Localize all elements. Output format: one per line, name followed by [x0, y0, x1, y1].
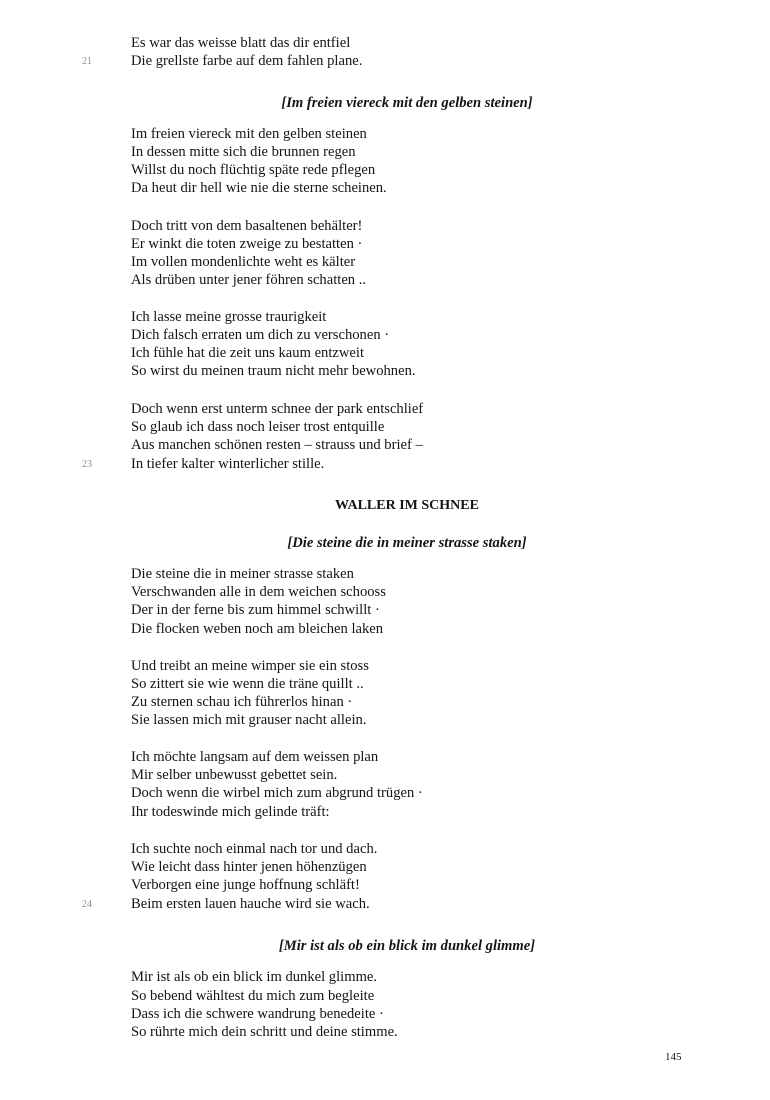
verse-line: So rührte mich dein schritt und deine stimme. — [131, 1024, 398, 1040]
verse-line: Doch wenn die wirbel mich zum abgrund trügen · — [131, 785, 423, 801]
verse-line: Dass ich die schwere wandrung benedeite · — [131, 1006, 384, 1022]
verse-line: Der in der ferne bis zum himmel schwillt · — [131, 602, 380, 618]
verse-line: Dich falsch erraten um dich zu verschonen · — [131, 327, 390, 343]
verse-line: Doch tritt von dem basaltenen behälter! — [131, 218, 363, 234]
verse-line: Die grellste farbe auf dem fahlen plane. — [131, 53, 363, 69]
verse-line: So wirst du meinen traum nicht mehr bewohnen. — [131, 363, 416, 379]
verse-line: Doch wenn erst unterm schnee der park entschlief — [131, 401, 424, 417]
verse-line: Beim ersten lauen hauche wird sie wach. — [131, 896, 370, 912]
verse-line: Er winkt die toten zweige zu bestatten · — [131, 236, 363, 252]
verse-line: Zu sternen schau ich führerlos hinan · — [131, 694, 353, 710]
verse-line: Und treibt an meine wimper sie ein stoss — [131, 658, 369, 674]
section-title: WALLER IM SCHNEE — [335, 498, 479, 513]
verse-line: Mir ist als ob ein blick im dunkel glimme. — [131, 969, 378, 985]
verse-line: Ich fühle hat die zeit uns kaum entzweit — [131, 345, 365, 361]
verse-line: Die steine die in meiner strasse staken — [131, 566, 354, 582]
verse-line: Wie leicht dass hinter jenen höhenzügen — [131, 859, 367, 875]
verse-line: In tiefer kalter winterlicher stille. — [131, 456, 325, 472]
verse-line: Willst du noch flüchtig späte rede pflegen — [131, 162, 376, 178]
verse-line: So bebend wähltest du mich zum begleite — [131, 988, 375, 1004]
verse-line: Im vollen mondenlichte weht es kälter — [131, 254, 356, 270]
verse-line: Im freien viereck mit den gelben steinen — [131, 126, 367, 142]
verse-line: In dessen mitte sich die brunnen regen — [131, 144, 356, 160]
line-number: 23 — [82, 459, 92, 470]
page-number: 145 — [665, 1051, 682, 1063]
verse-line: Verborgen eine junge hoffnung schläft! — [131, 877, 360, 893]
verse-line: Ihr todeswinde mich gelinde träft: — [131, 804, 330, 820]
line-number: 24 — [82, 899, 92, 910]
verse-line: Als drüben unter jener föhren schatten .. — [131, 272, 367, 288]
verse-line: Da heut dir hell wie nie die sterne scheinen. — [131, 180, 387, 196]
poem-title: [Die steine die in meiner strasse staken] — [287, 535, 527, 551]
verse-line: Die flocken weben noch am bleichen laken — [131, 621, 384, 637]
verse-line: Aus manchen schönen resten – strauss und brief – — [131, 437, 423, 453]
poem-title: [Im freien viereck mit den gelben steinen] — [281, 95, 533, 111]
verse-line: Es war das weisse blatt das dir entfiel — [131, 35, 351, 51]
verse-line: Ich suchte noch einmal nach tor und dach. — [131, 841, 378, 857]
poem-title: [Mir ist als ob ein blick im dunkel glimme] — [278, 938, 536, 954]
verse-line: Sie lassen mich mit grauser nacht allein. — [131, 712, 367, 728]
verse-line: So glaub ich dass noch leiser trost entquille — [131, 419, 385, 435]
line-number: 21 — [82, 56, 92, 67]
verse-line: Ich möchte langsam auf dem weissen plan — [131, 749, 379, 765]
verse-line: Mir selber unbewusst gebettet sein. — [131, 767, 338, 783]
verse-line: Ich lasse meine grosse traurigkeit — [131, 309, 327, 325]
verse-line: Verschwanden alle in dem weichen schooss — [131, 584, 386, 600]
verse-line: So zittert sie wie wenn die träne quillt .. — [131, 676, 364, 692]
